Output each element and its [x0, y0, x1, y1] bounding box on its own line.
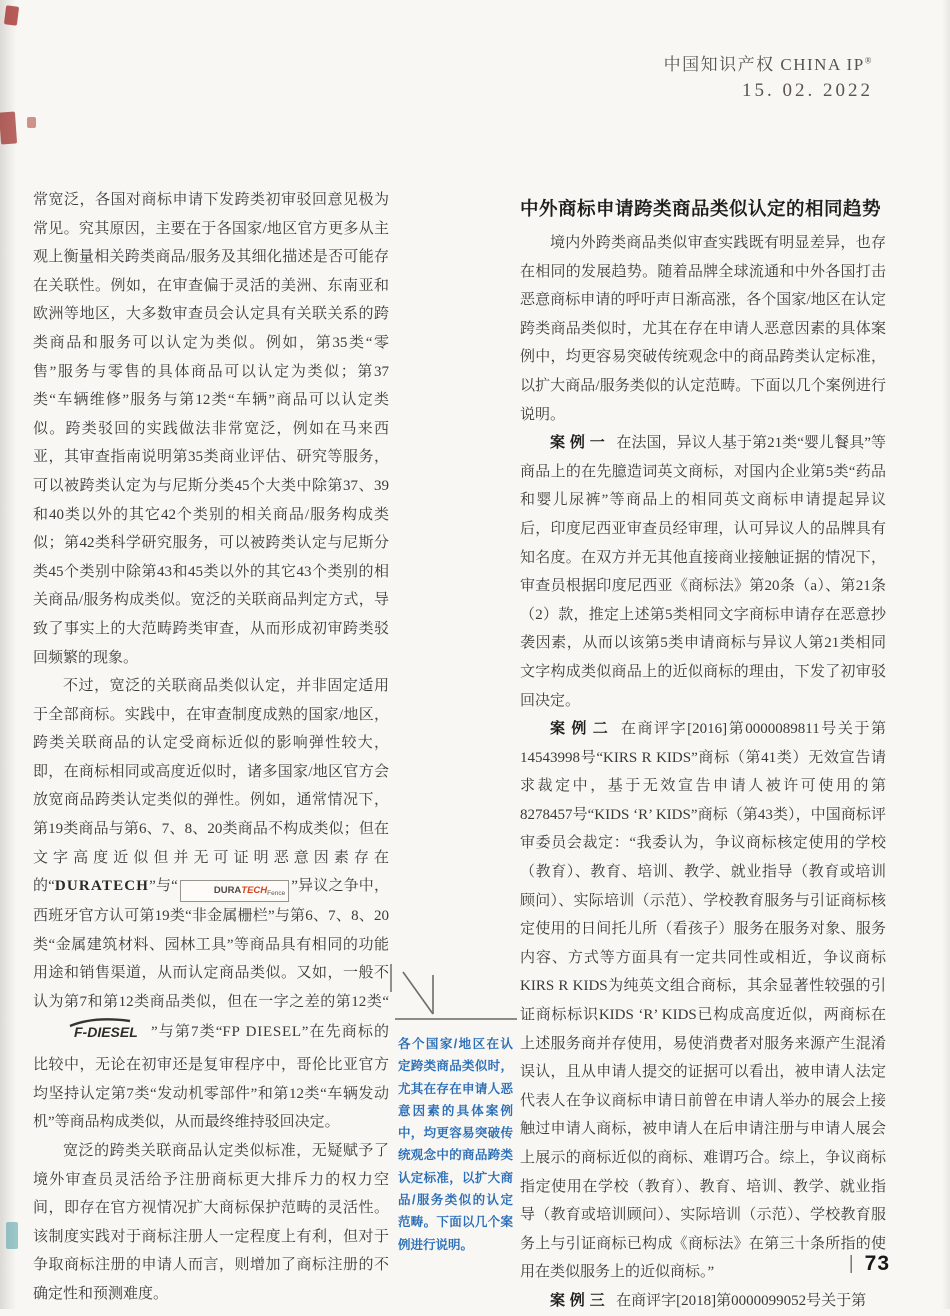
pull-quote-arrow-marker: [389, 958, 519, 1025]
registered-trademark-symbol: ®: [864, 55, 873, 66]
page-number: 73: [864, 1252, 890, 1275]
marker-diagonal-line: [403, 972, 433, 1014]
duratech-wordmark: DURATECH: [54, 878, 150, 895]
right-text-column: [520, 196, 886, 1316]
f-diesel-logo-text: F-DIESEL: [74, 1023, 138, 1040]
duratech-fence-logo: [180, 880, 289, 902]
paragraph-text: ”与“: [149, 878, 178, 895]
page-header: [664, 50, 873, 102]
issue-date: 15. 02. 2022: [742, 80, 873, 101]
case-one-label: 案例一: [550, 435, 610, 452]
case-two-label: 案例二: [550, 721, 615, 738]
paragraph-text: ”与第7类“: [151, 1023, 223, 1040]
paragraph-continuation: 常宽泛，各国对商标申请下发跨类初审驳回意见极为常见。究其原因，主要在于各国家/地区官方更多从主观上衡量相关跨类商品/服务及其细化描述是否可能存在关联性。例如，在审查偏于灵活的美洲、东南亚和欧洲等地区，大多数审查员会认定具有关联关系的跨类商品和服务可以认定为类似。例如，第35类“零售”服务与零售的具体商品可以认定为类似；第37类“车辆维修”服务与第12类“车辆”商品可以认定类似。跨类驳回的实践做法非常宽泛，例如在马来西亚，其审查指南说明第35类商业评估、研究等服务，可以被跨类认定为与尼斯分类45个大类中除第37、39和40类以外的其它42个类别的相关商品/服务构成类似；第42类科学研究服务，可以被跨类认定与尼斯分类45个类别中除第43和45类以外的其它43个类别的相关商品/服务构成类似。宽泛的关联商品判定方式，导致了事实上的大范畴跨类审查，从而形成初审跨类驳回频繁的现象。: [33, 192, 389, 666]
case-one-text: 在法国，异议人基于第21类“婴儿餐具”等商品上的在先臆造词英文商标，对国内企业第5类“药品和婴儿尿裤”等商品上的相同英文商标申请提起异议后，印度尼西亚审查员经审理，认可异议人的品牌具有知名度。在双方并无其他直接商业接触证据的情况下，审查员根据印度尼西亚《商标法》第20条（a）、第21条（2）款，推定上述第5类相同文字商标申请存在恶意抄袭因素，从而以该第5类申请商标与异议人第21类相同文字构成类似商品上的近似商标的理由，下发了初审驳回决定。: [520, 435, 886, 709]
paragraph: [33, 672, 389, 1137]
case-three-text: 在商评字[2018]第0000099052号关于第: [616, 1292, 867, 1309]
pull-quote: 各个国家/地区在认定跨类商品类似时，尤其在存在申请人恶意因素的具体案例中，均更容易突破传统观念中的商品跨类认定标准，以扩大商品/服务类似的认定范畴。下面以几个案例进行说明。: [398, 1037, 513, 1252]
duratech-logo-accent-text: TECH: [241, 885, 268, 897]
paragraph: 境内外跨类商品类似审查实践既有明显差异，也存在相同的发展趋势。随着品牌全球流通和中外各国打击恶意商标申请的呼吁声日渐高涨，各个国家/地区在认定跨类商品类似时，尤其在存在申请人恶意因素的具体案例中，均更容易突破传统观念中的商品跨类认定标准，以扩大商品/服务类似的认定范畴。下面以几个案例进行说明。: [520, 235, 886, 423]
scan-red-ink-mark: [0, 111, 17, 144]
footer-divider: |: [848, 1253, 854, 1274]
duratech-logo-sub-text: Fence: [267, 890, 286, 898]
scan-edge-shadow-left: [0, 0, 16, 1309]
case-paragraph-2: [520, 715, 886, 1287]
fp-diesel-wordmark: FP DIESEL: [222, 1023, 302, 1040]
page-footer: [849, 1252, 890, 1276]
scan-red-ink-mark: [4, 5, 19, 25]
duratech-logo-main-text: DURA: [213, 885, 242, 897]
scan-edge-shadow-right: [942, 0, 950, 1309]
case-two-text: 在商评字[2016]第0000089811号关于第14543998号“KIRS R KIDS”商标（第41类）无效宣告请求裁定中，基于无效宣告申请人被许可使用的第8278457号“KIDS ‘R’ KIDS”商标（第43类），中国商标评审委员会裁定：“我委认为，争议商标核定使用的学校（教育）、教育、培训、教学、就业指导（教育或培训顾问）、实际培训（示范）、学校教育服务与引证商标核定使用的日间托儿所（看孩子）服务在服务对象、服务内容、方式等方面具有一定共同性或相近，争议商标KIRS R KIDS为纯英文组合商标，其余显著性较强的引证商标标识KIDS ‘R’ KIDS已构成高度近似，两商标在上述服务商并存使用，易使消费者对服务来源产生混淆误认，且从申请人提交的证据可以看出，被申请人法定代表人在争议商标申请日前曾在申请人举办的展会上接触过申请人商标，被申请人在后申请注册与申请人展会上展示的商标近似的商标、难谓巧合。综上，争议商标指定使用在学校（教育）、教育、培训、教学、就业指导（教育或培训顾问）、实际培训（示范）、学校教育服务上与引证商标已构成《商标法》在第三十条所指的使用在类似服务上的近似商标。”: [520, 721, 887, 1281]
case-paragraph-3: [520, 1287, 886, 1316]
f-diesel-logo: [36, 1017, 148, 1052]
case-three-label: 案例三: [550, 1292, 610, 1309]
paragraph: 宽泛的跨类关联商品认定类似标准，无疑赋予了境外审查员灵活给予注册商标更大排斥力的权力空间，即存在官方视情况扩大商标保护范畴的灵活性。该制度实践对于商标注册人一定程度上有利，但对于争取商标注册的申请人而言，则增加了商标注册的不确定性和预测难度。: [33, 1143, 389, 1302]
magazine-title-text: 中国知识产权 CHINA IP: [663, 55, 865, 74]
case-paragraph-1: [520, 429, 886, 715]
magazine-title: [664, 50, 873, 75]
paragraph-text: 不过，宽泛的关联商品类似认定，并非固定适用于全部商标。实践中，在审查制度成熟的国家/地区，跨类关联商品的认定受商标近似的影响弹性较大，即，在商标相同或高度近似时，诸多国家/地区官方会放宽商品跨类认定类似的弹性。例如，通常情况下，第19类商品与第6、7、8、20类商品不构成类似；但在文字高度近似但并无可证明恶意因素存在的“: [33, 678, 389, 895]
scan-red-ink-mark: [27, 117, 36, 128]
left-text-column: [33, 186, 389, 1309]
section-heading: 中外商标申请跨类商品类似认定的相同趋势: [520, 198, 882, 219]
paragraph-text: ”在先商标的比较中，无论在初审还是复审程序中，哥伦比亚官方均坚持认定第7类“发动机零部件”和第12类“车辆发动机”等商品构成类似，从而最终维持驳回决定。: [33, 1023, 389, 1131]
scan-teal-ink-mark: [6, 1222, 18, 1249]
paragraph-text: ”异议之争中，西班牙官方认可第19类“非金属栅栏”与第6、7、8、20类“金属建筑材料、园林工具”等商品具有相同的功能用途和销售渠道，从而认定商品类似。又如，一般不认为第7和第12类商品类似，但在一字之差的第12类“: [33, 878, 389, 1011]
pull-quote-divider-rule: [395, 1018, 517, 1020]
